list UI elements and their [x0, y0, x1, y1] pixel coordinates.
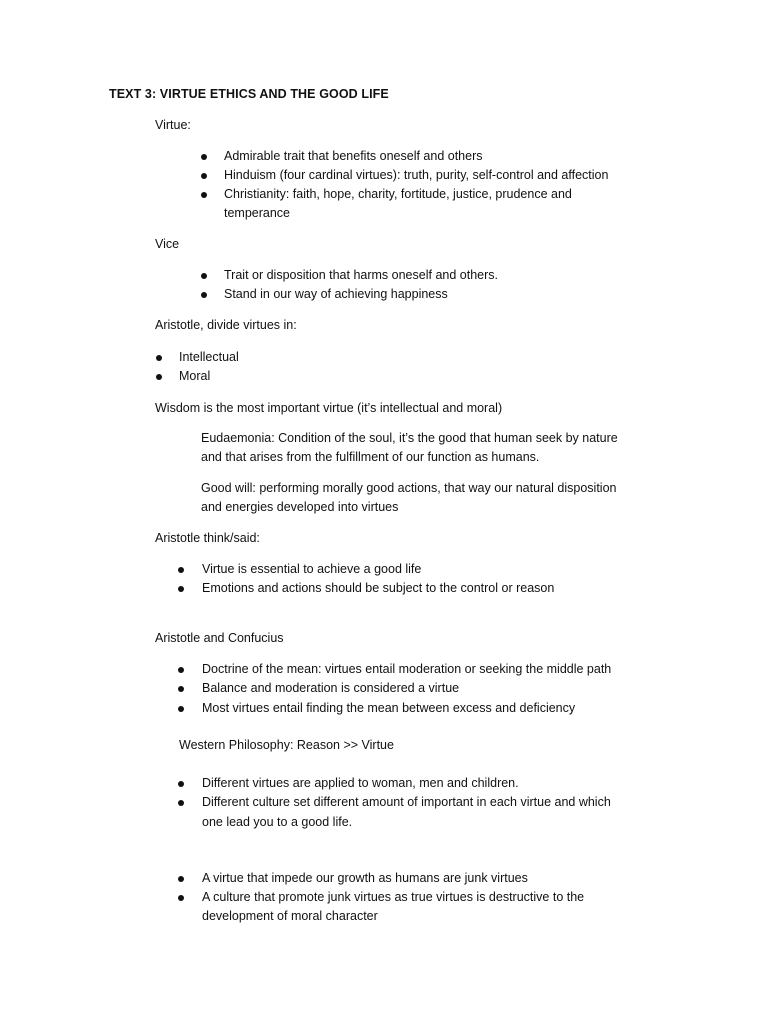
list-item: A culture that promote junk virtues as true virtues is destructive to the — [202, 890, 585, 904]
aristotle-think-heading: Aristotle think/said: — [155, 531, 260, 545]
bullet-icon — [156, 374, 162, 380]
eudaemonia-line: Eudaemonia: Condition of the soul, it’s the good that human seek by nature — [201, 431, 618, 445]
bullet-icon — [178, 586, 184, 592]
bullet-icon — [178, 706, 184, 712]
list-item: Stand in our way of achieving happiness — [224, 287, 448, 301]
bullet-icon — [178, 876, 184, 882]
list-item: A virtue that impede our growth as humans are junk virtues — [202, 871, 528, 885]
bullet-icon — [201, 154, 207, 160]
list-item: Intellectual — [179, 350, 239, 364]
list-item: Doctrine of the mean: virtues entail moderation or seeking the middle path — [202, 662, 612, 676]
bullet-icon — [178, 895, 184, 901]
vice-heading: Vice — [155, 237, 180, 251]
list-item: Moral — [179, 369, 211, 383]
bullet-icon — [201, 273, 207, 279]
bullet-icon — [201, 292, 207, 298]
good-will-line: Good will: performing morally good actions, that way our natural disposition — [201, 481, 617, 495]
bullet-icon — [201, 192, 207, 198]
list-item: Admirable trait that benefits oneself and others — [224, 149, 483, 163]
western-philosophy-text: Western Philosophy: Reason >> Virtue — [179, 738, 394, 752]
list-item: Emotions and actions should be subject to the control or reason — [202, 581, 555, 595]
bullet-icon — [178, 686, 184, 692]
list-item: Hinduism (four cardinal virtues): truth, purity, self-control and affection — [224, 168, 609, 182]
list-item: Different virtues are applied to woman, men and children. — [202, 776, 519, 790]
aristotle-confucius-heading: Aristotle and Confucius — [155, 631, 284, 645]
bullet-icon — [201, 173, 207, 179]
list-item-continuation: temperance — [224, 206, 291, 220]
bullet-icon — [178, 800, 184, 806]
list-item: Different culture set different amount of important in each virtue and which — [202, 795, 611, 809]
list-item-continuation: development of moral character — [202, 909, 378, 923]
eudaemonia-line: and that arises from the fulfillment of our function as humans. — [201, 450, 540, 464]
bullet-icon — [178, 781, 184, 787]
bullet-icon — [156, 355, 162, 361]
document-title: TEXT 3: VIRTUE ETHICS AND THE GOOD LIFE — [109, 87, 389, 101]
wisdom-text: Wisdom is the most important virtue (it’s intellectual and moral) — [155, 401, 503, 415]
list-item: Christianity: faith, hope, charity, fortitude, justice, prudence and — [224, 187, 572, 201]
list-item: Virtue is essential to achieve a good life — [202, 562, 422, 576]
list-item-continuation: one lead you to a good life. — [202, 815, 353, 829]
bullet-icon — [178, 667, 184, 673]
list-item: Balance and moderation is considered a virtue — [202, 681, 460, 695]
list-item: Trait or disposition that harms oneself and others. — [224, 268, 498, 282]
aristotle-divide-heading: Aristotle, divide virtues in: — [155, 318, 297, 332]
good-will-line: and energies developed into virtues — [201, 500, 399, 514]
list-item: Most virtues entail finding the mean between excess and deficiency — [202, 701, 576, 715]
bullet-icon — [178, 567, 184, 573]
virtue-heading: Virtue: — [155, 118, 191, 132]
